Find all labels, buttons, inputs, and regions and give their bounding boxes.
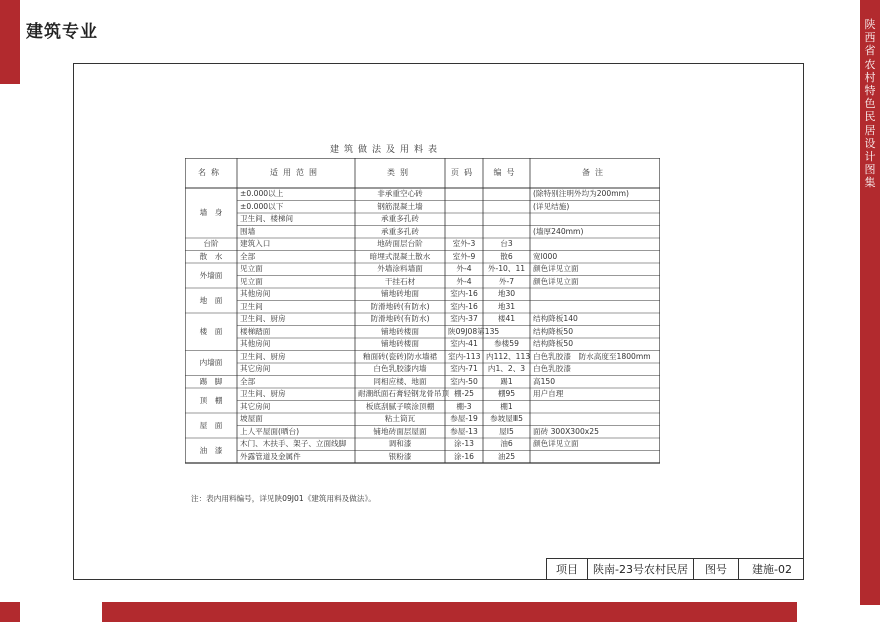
top-left-red-band <box>0 0 20 84</box>
table-cell: 结构降板140 <box>533 314 578 324</box>
series-title: 陕 西 省 农 村 特 色 民 居 设 计 图 集 <box>864 18 876 190</box>
table-cell: 防滑地砖(有防水) <box>370 314 430 324</box>
table-cell: 外-4 <box>456 276 472 286</box>
table-cell: 棚-3 <box>456 401 472 411</box>
row-group-label: 踢 脚 <box>199 376 223 386</box>
table-cell: 板底刮腻子喷涂顶棚 <box>365 401 435 411</box>
table-cell: 耐潮纸面石膏轻钢龙骨吊顶 <box>358 389 450 399</box>
table-cell: 见立面 <box>240 264 263 274</box>
table-cell: 结构降板50 <box>533 339 574 349</box>
table-cell: 踢1 <box>500 376 513 386</box>
bottom-red-band <box>102 602 797 622</box>
table-cell: 室外-9 <box>452 251 476 261</box>
table-cell: 其它房间 <box>240 364 271 374</box>
table-cell: 粘土筒瓦 <box>384 414 416 424</box>
table-cell: 铺地砖楼面 <box>381 339 419 349</box>
table-cell: 卫生间、厨房 <box>240 351 286 361</box>
table-cell: 屋I5 <box>499 426 514 436</box>
table-cell: 其他房间 <box>240 289 271 299</box>
table-cell: 室内-16 <box>450 301 478 311</box>
table-cell: 内112、113 <box>486 351 531 361</box>
table-cell: 银粉漆 <box>388 451 412 461</box>
row-group-label: 散 水 <box>199 251 223 261</box>
table-cell: 棚95 <box>497 389 516 399</box>
table-cell: 地31 <box>497 301 516 311</box>
table-cell: 棚-25 <box>454 389 474 399</box>
table-cell: 坡屋面 <box>240 414 263 424</box>
table-cell: (墙厚240mm) <box>533 226 584 236</box>
table-cell: ±0.000以下 <box>240 201 284 211</box>
table-cell: 台3 <box>500 239 513 249</box>
table-cell: 外-4 <box>456 264 472 274</box>
project-name: 陕南-23号农村民居 <box>593 563 688 576</box>
table-cell: 外-10、11 <box>487 264 526 274</box>
table-cell: 室内-71 <box>450 364 478 374</box>
table-cell: 卫生间、厨房 <box>240 314 286 324</box>
table-cell: 室内-113 <box>448 351 481 361</box>
table-cell: 其它房间 <box>240 401 271 411</box>
table-cell: 参屋-13 <box>450 426 478 436</box>
row-group-label: 内墙面 <box>199 358 223 367</box>
table-cell: (详见结施) <box>533 201 570 211</box>
column-header: 名称 <box>198 168 224 177</box>
table-cell: 卫生间 <box>240 301 263 311</box>
table-cell: 地砖面层台阶 <box>377 239 423 249</box>
row-group-label: 地 面 <box>199 295 223 305</box>
row-group-label: 外墙面 <box>199 270 223 280</box>
row-group-label: 台阶 <box>203 239 219 249</box>
table-cell: 外墙涂料墙面 <box>377 264 423 274</box>
table-cell: 木门、木扶手、架子、立面线脚 <box>240 439 347 449</box>
table-cell: 室内-37 <box>450 314 478 324</box>
table-cell: 涂-13 <box>454 439 474 449</box>
table-cell: 油6 <box>500 439 513 449</box>
project-label: 项目 <box>556 563 578 576</box>
row-group-label: 油 漆 <box>199 445 223 455</box>
table-cell: 承重多孔砖 <box>381 214 419 224</box>
table-cell: 同相应楼、地面 <box>373 376 427 386</box>
table-cell: 散6 <box>500 251 513 261</box>
column-header: 类别 <box>387 168 413 177</box>
materials-table <box>185 158 660 493</box>
table-cell: 地30 <box>497 289 516 299</box>
drawing-number-label: 图号 <box>705 563 727 576</box>
table-cell: 室外-3 <box>452 239 476 249</box>
table-cell: 白色乳胶漆 <box>533 364 571 374</box>
table-cell: 宽l000 <box>533 251 558 261</box>
bottom-left-red-band <box>0 602 20 622</box>
table-cell: 陕09J08第135 <box>448 326 500 336</box>
table-cell: 铺地砖地面 <box>381 289 419 299</box>
table-cell: 调和漆 <box>388 439 412 449</box>
table-cell: 全部 <box>240 376 256 386</box>
column-header: 页码 <box>451 168 477 177</box>
table-cell: 全部 <box>240 251 256 261</box>
table-cell: (除特别注明外均为200mm) <box>533 189 629 199</box>
table-cell: 外-7 <box>498 276 515 286</box>
row-group-label: 顶 棚 <box>199 395 223 405</box>
column-header: 编号 <box>493 168 520 177</box>
table-cell: 釉面砖(瓷砖)防水墙裙 <box>362 351 438 361</box>
table-cell: 颜色详见立面 <box>533 439 579 449</box>
table-cell: 室内-16 <box>450 289 478 299</box>
table-cell: 楼41 <box>497 314 516 324</box>
table-cell: 外露管道及金属件 <box>240 451 301 461</box>
table-cell: 颜色详见立面 <box>533 264 579 274</box>
table-cell: ±0.000以上 <box>240 189 284 199</box>
table-cell: 参屋-19 <box>450 414 478 424</box>
table-cell: 围墙 <box>240 226 256 236</box>
table-cell: 见立面 <box>240 276 263 286</box>
table-cell: 防滑地砖(有防水) <box>370 301 430 311</box>
table-cell: 建筑入口 <box>240 239 271 249</box>
table-cell: 承重多孔砖 <box>381 226 419 236</box>
table-cell: 参楼59 <box>494 339 519 349</box>
table-note: 注：表内用料编号，详见陕09J01《建筑用料及做法》。 <box>191 494 376 503</box>
table-cell: 用户自理 <box>533 389 564 399</box>
table-cell: 上人平屋面(晒台) <box>240 426 300 436</box>
page-title: 建筑专业 <box>26 22 98 42</box>
table-cell: 非承重空心砖 <box>377 189 423 199</box>
table-cell: 高150 <box>533 376 556 386</box>
table-cell: 参坡屋Ⅲ5 <box>490 414 523 424</box>
table-cell: 室内-50 <box>450 376 478 386</box>
table-title: 建筑做法及用料表 <box>330 145 443 155</box>
drawing-number: 建施-02 <box>752 563 792 576</box>
table-cell: 铺地砖面层屋面 <box>373 426 427 436</box>
table-cell: 其他房间 <box>240 339 271 349</box>
table-cell: 卫生间、楼梯间 <box>240 214 294 224</box>
column-header: 适用范围 <box>270 168 322 177</box>
table-cell: 面砖 300X300x25 <box>533 426 599 436</box>
table-cell: 干挂石材 <box>384 276 416 286</box>
table-cell: 暗埋式混凝土散水 <box>369 251 431 261</box>
title-block <box>546 558 804 580</box>
table-cell: 白色乳胶漆内墙 <box>373 364 427 374</box>
table-cell: 油25 <box>497 451 516 461</box>
table-cell: 涂-16 <box>454 451 474 461</box>
table-cell: 结构降板50 <box>533 326 574 336</box>
row-group-label: 屋 面 <box>199 420 223 430</box>
table-cell: 内1、2、3 <box>487 364 526 374</box>
row-group-label: 墙 身 <box>199 208 223 217</box>
row-group-label: 楼 面 <box>199 326 223 336</box>
table-cell: 钢筋混凝土墙 <box>377 201 423 211</box>
table-cell: 楼梯踏面 <box>240 326 271 336</box>
column-header: 备注 <box>582 168 608 177</box>
table-cell: 颜色详见立面 <box>533 276 579 286</box>
table-cell: 卫生间、厨房 <box>240 389 286 399</box>
table-cell: 棚1 <box>500 401 513 411</box>
table-cell: 室内-41 <box>450 339 478 349</box>
table-cell: 白色乳胶漆 防水高度至1800mm <box>533 351 651 361</box>
table-cell: 铺地砖楼面 <box>381 326 419 336</box>
